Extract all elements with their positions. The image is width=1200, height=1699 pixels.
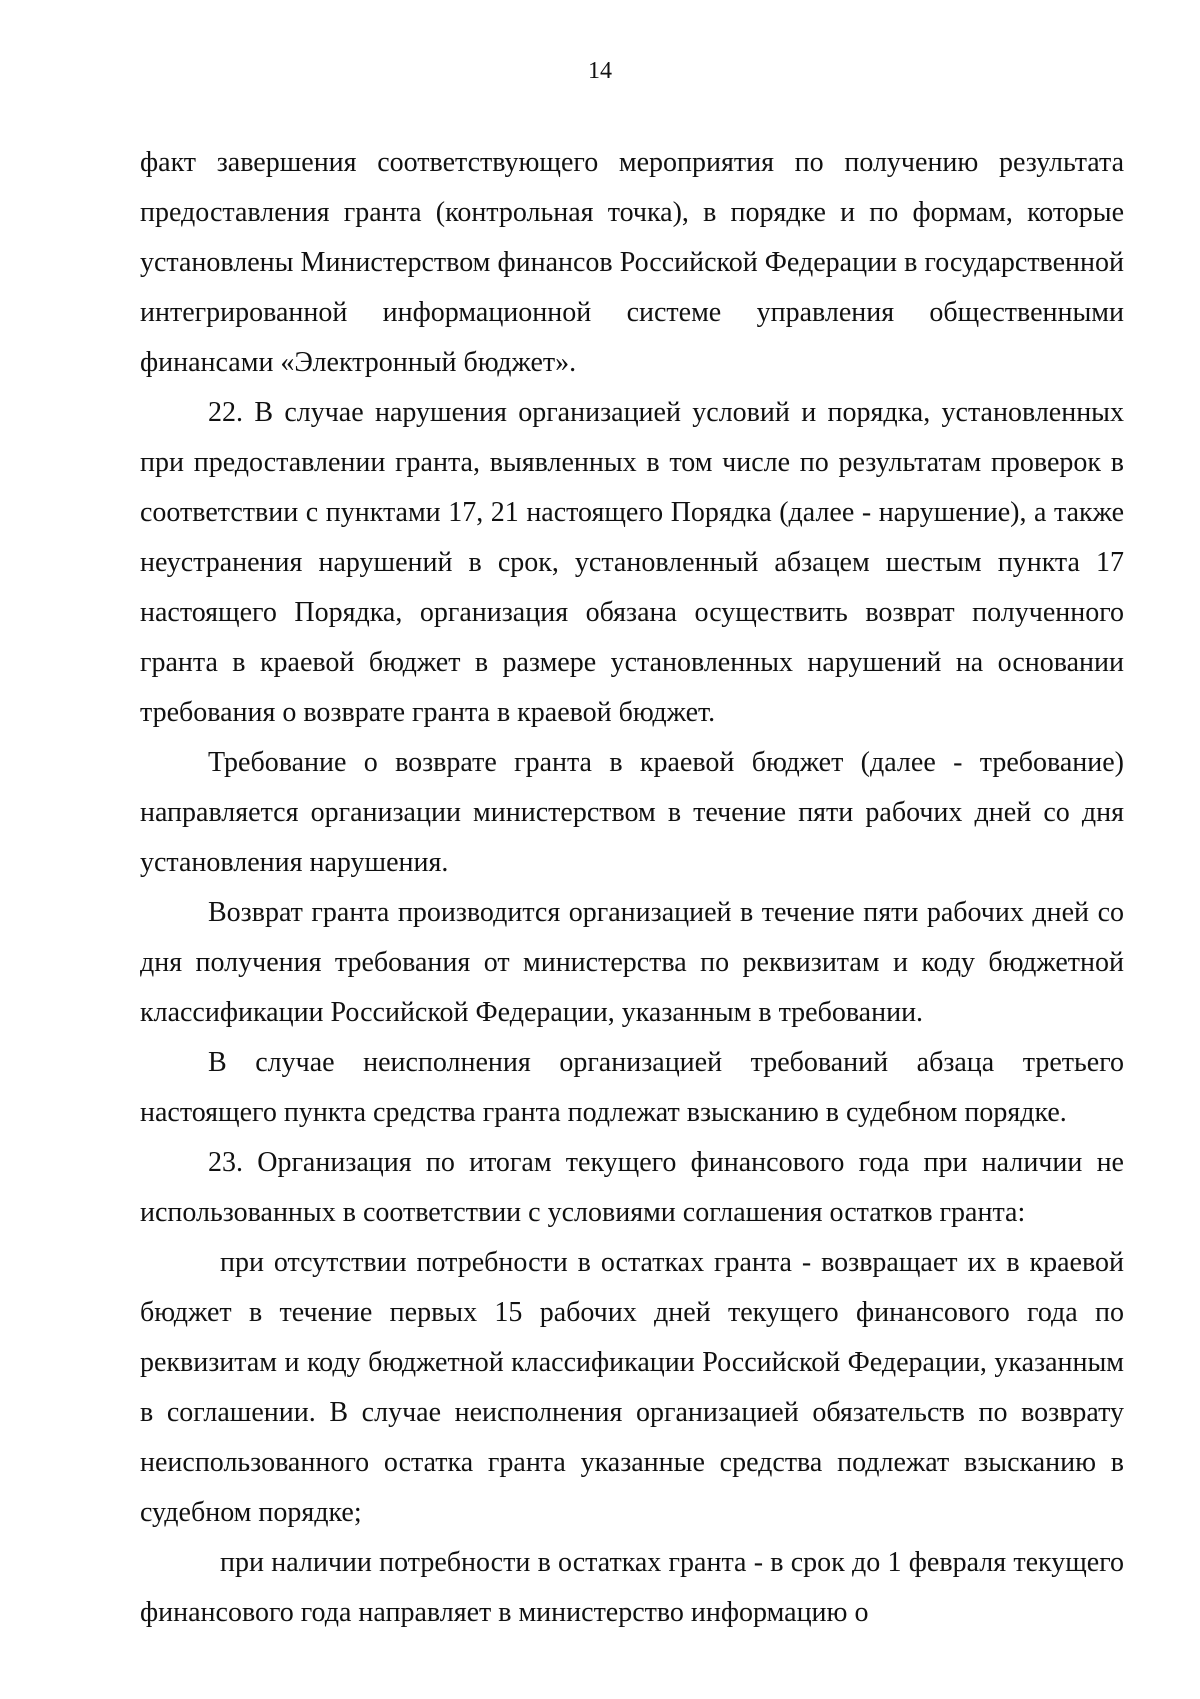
page-number: 14 (588, 58, 612, 84)
paragraph-requirement-notice: Требование о возврате гранта в краевой бюджет (далее - требование) направляется организации министерством в течение пяти рабочих дней со дня установления нарушения. (140, 747, 1124, 878)
paragraph-clause-23: 23. Организация по итогам текущего финансового года при наличии не использованных в соответствии с условиями соглашения остатков гранта: (140, 1147, 1124, 1228)
paragraph-no-need-balance: при отсутствии потребности в остатках гранта - возвращает их в краевой бюджет в течение первых 15 рабочих дней текущего финансового года по реквизитам и коду бюджетной классификации Российской Федерации, указанным в соглашении. В случае неисполнения организацией обязательств по возврату неиспользованного остатка гранта указанные средства подлежат взысканию в судебном порядке; (140, 1247, 1124, 1528)
paragraph-non-fulfillment: В случае неисполнения организацией требований абзаца третьего настоящего пункта средства гранта подлежат взысканию в судебном порядке. (140, 1047, 1124, 1128)
paragraph-clause-22: 22. В случае нарушения организацией условий и порядка, установленных при предоставлении гранта, выявленных в том числе по результатам проверок в соответствии с пунктами 17, 21 настоящего Порядка (далее - нарушение), а также неустранения нарушений в срок, установленный абзацем шестым пункта 17 настоящего Порядка, организация обязана осуществить возврат полученного гранта в краевой бюджет в размере установленных нарушений на основании требования о возврате гранта в краевой бюджет. (140, 397, 1124, 728)
document-body (140, 138, 1124, 1638)
paragraph-grant-return: Возврат гранта производится организацией в течение пяти рабочих дней со дня получения требования от министерства по реквизитам и коду бюджетной классификации Российской Федерации, указанным в требовании. (140, 897, 1124, 1028)
paragraph-continuation: факт завершения соответствующего мероприятия по получению результата предоставления гранта (контрольная точка), в порядке и по формам, которые установлены Министерством финансов Российской Федерации в государственной интегрированной информационной системе управления общественными финансами «Электронный бюджет». (140, 147, 1124, 378)
paragraph-need-balance: при наличии потребности в остатках гранта - в срок до 1 февраля текущего финансового года направляет в министерство информацию о (140, 1547, 1124, 1628)
